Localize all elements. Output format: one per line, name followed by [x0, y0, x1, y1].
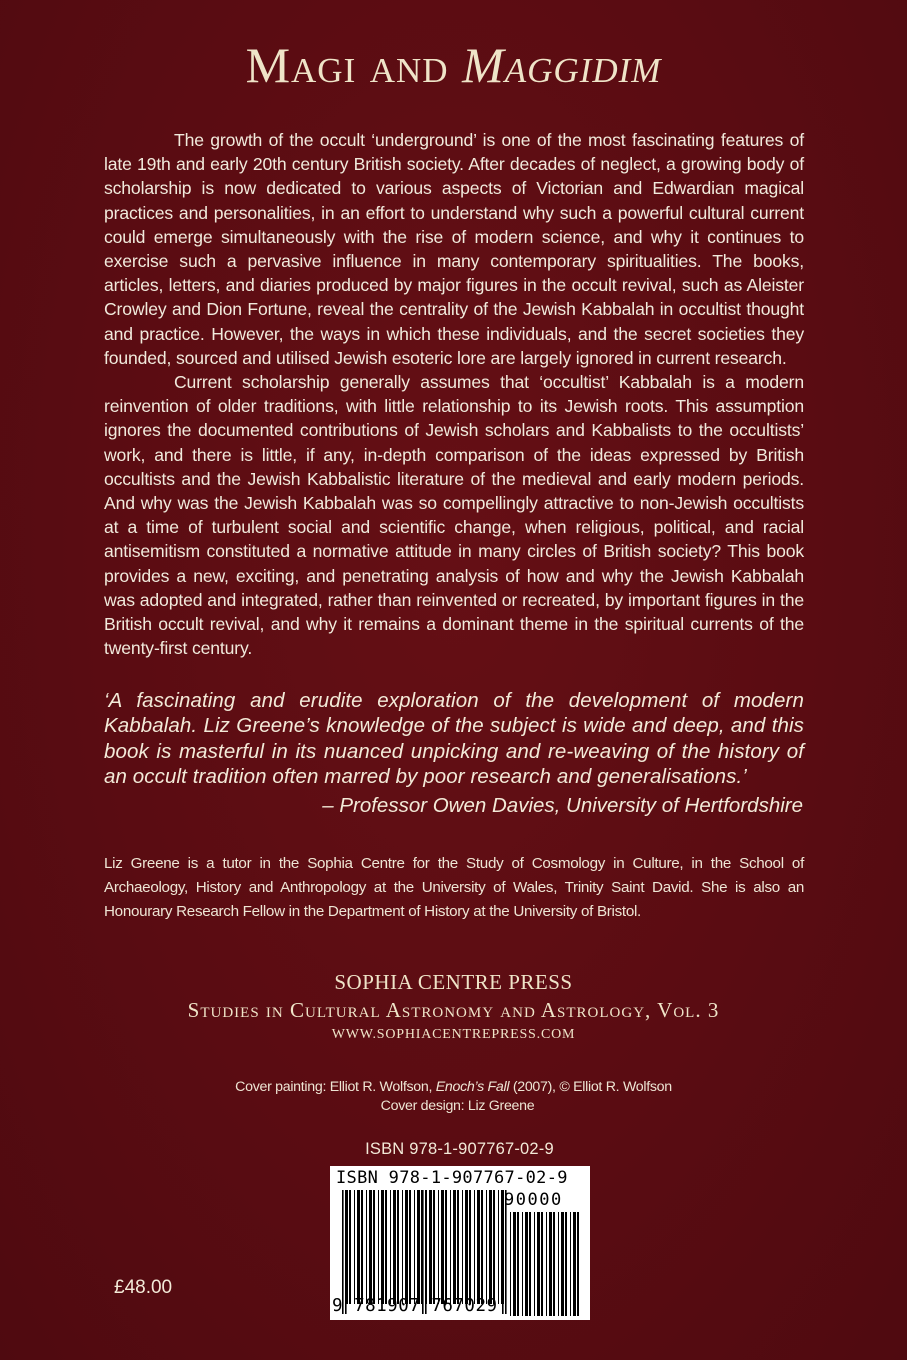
isbn-label: ISBN 978-1-907767-02-9: [365, 1140, 554, 1158]
author-bio-text: Liz Greene is a tutor in the Sophia Centre for the Study of Cosmology in Culture, in the School of Archaeology, History and Anthropology at the University of Wales, Trinity Saint David. She is also an Honourary Research Fellow in the Department of History at the University of Bristol.: [104, 855, 804, 920]
endorsement-quote: [104, 688, 804, 790]
series-name: Studies in Cultural Astronomy and Astrology, Vol. 3: [187, 998, 720, 1022]
title-part-1: Magi and: [245, 37, 449, 93]
book-description: [104, 128, 804, 660]
barcode-digits: 9 781907 767029: [332, 1296, 498, 1316]
description-paragraph-2: Current scholarship generally assumes that ‘occultist’ Kabbalah is a modern reinvention of older traditions, with little relationship to its Jewish roots. This assumption ignores the documented contributions of Jewish scholars and Kabbalists to the occultists’ work, and there is little, if any, in-depth comparison of the ideas expressed by British occultists and the Jewish Kabbalistic literature of the medieval and early modern periods. And why was the Jewish Kabbalah was so compellingly attractive to non-Jewish occultists at a time of turbulent social and scientific change, when religious, political, and racial antisemitism constituted a normative attitude in many circles of British society? This book provides a new, exciting, and penetrating analysis of how and why the Jewish Kabbalah was adopted and integrated, rather than reinvented or recreated, by important figures in the British occult revival, and why it remains a dominant theme in the spiritual currents of the twenty-first century.: [104, 372, 804, 659]
book-title: [0, 37, 907, 93]
cover-design-credit: Cover design: Liz Greene: [380, 1098, 535, 1114]
painting-prefix: Cover painting: Elliot R. Wolfson,: [235, 1079, 433, 1095]
publisher-name: SOPHIA CENTRE PRESS: [334, 970, 573, 994]
publisher-block: [0, 968, 907, 1046]
barcode-addon-digits: 90000: [504, 1190, 563, 1210]
price: £48.00: [114, 1277, 173, 1298]
description-paragraph-1: The growth of the occult ‘underground’ is one of the most fascinating features of late 19th and early 20th century British society. After decades of neglect, a growing body of scholarship is now dedicated to various aspects of Victorian and Edwardian magical practices and personalities, in an effort to understand why such a powerful cultural current could emerge simultaneously with the rise of modern science, and why it continues to exercise such a pervasive influence in many contemporary spiritualities. The books, articles, letters, and diaries produced by major figures in the occult revival, such as Aleister Crowley and Dion Fortune, reveal the centrality of the Jewish Kabbalah in occultist thought and practice. However, the ways in which these individuals, and the secret societies they founded, sourced and utilised Jewish esoteric lore are largely ignored in current research.: [104, 130, 804, 368]
barcode-isbn-text: ISBN 978-1-907767-02-9: [336, 1168, 568, 1188]
quote-text: ‘A fascinating and erudite exploration of the development of modern Kabbalah. Liz Greene’s knowledge of the subject is wide and deep, and this book is masterful in its nuanced unpicking and re-weaving of the history of an occult tradition often marred by poor research and generalisations.’: [104, 689, 804, 789]
quote-attribution: – Professor Owen Davies, University of Hertfordshire: [322, 794, 803, 817]
painting-title: Enoch’s Fall: [435, 1079, 510, 1095]
title-part-2: Maggidim: [462, 37, 662, 93]
barcode: [330, 1166, 590, 1320]
cover-painting-credit: [0, 1078, 907, 1097]
author-bio: [104, 852, 804, 923]
cover-credits: [0, 1078, 907, 1116]
publisher-url: WWW.SOPHIACENTREPRESS.COM: [331, 1027, 576, 1042]
painting-suffix: (2007), © Elliot R. Wolfson: [512, 1079, 672, 1095]
